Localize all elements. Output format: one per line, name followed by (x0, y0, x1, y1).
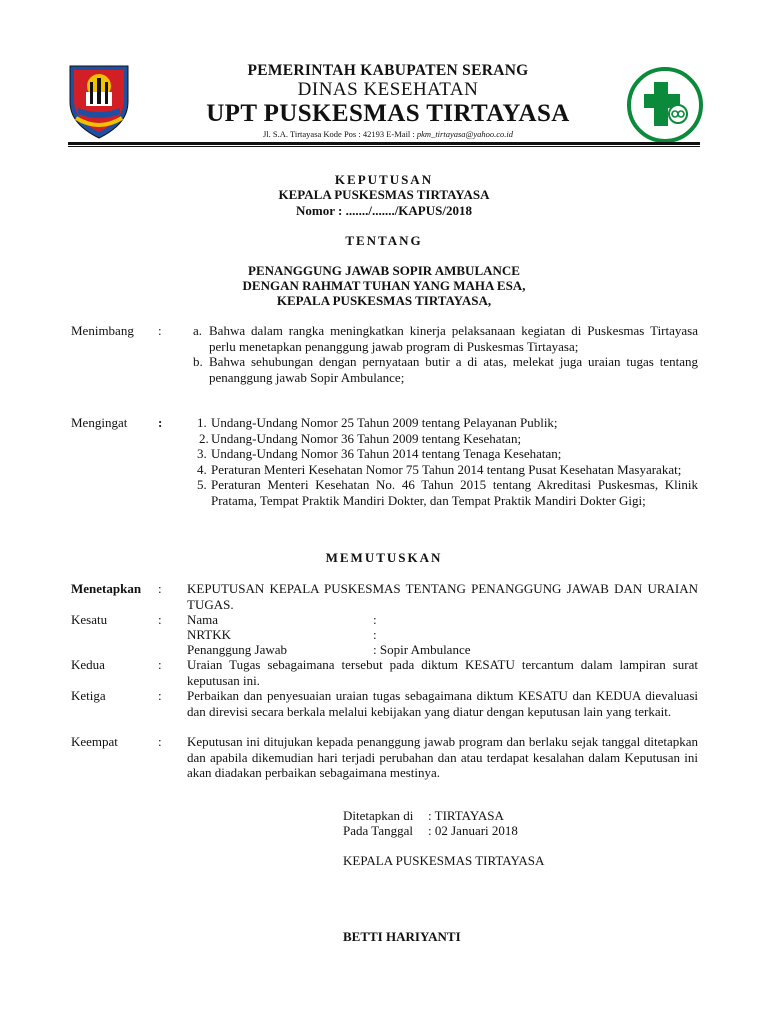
keempat-colon: : (158, 734, 162, 749)
item-text: Undang-Undang Nomor 36 Tahun 2014 tentang Tenaga Kesehatan; (211, 446, 562, 461)
kedua-label: Kedua (71, 657, 105, 672)
decree-issuer: KEPALA PUSKESMAS TIRTAYASA (278, 187, 490, 202)
item-number: 5. (197, 477, 207, 492)
kesatu-pj-label: Penanggung Jawab (187, 642, 288, 657)
list-item (180, 446, 698, 462)
letterhead-government: PEMERINTAH KABUPATEN SERANG (247, 62, 529, 79)
menetapkan-text: KEPUTUSAN KEPALA PUSKESMAS TENTANG PENANGGUNG JAWAB DAN URAIAN TUGAS. (187, 581, 698, 612)
letterhead-institution: UPT PUSKESMAS TIRTAYASA (206, 100, 570, 127)
kesatu-nrtkk-colon: : (373, 627, 377, 642)
decree-number: Nomor : ......./......./KAPUS/2018 (296, 203, 472, 218)
list-item (180, 462, 698, 478)
address-text: Jl. S.A. Tirtayasa Kode Pos : 42193 E-Mail : (262, 129, 417, 139)
tanggal-value: : 02 Januari 2018 (428, 823, 518, 838)
item-number: 3. (197, 446, 207, 461)
list-item (193, 323, 698, 354)
letterhead-rule-thin (68, 146, 700, 147)
item-text: Undang-Undang Nomor 36 Tahun 2009 tentang Kesehatan; (211, 430, 522, 446)
mengingat-label: Mengingat (71, 415, 128, 430)
list-item (180, 477, 698, 508)
kesatu-label: Kesatu (71, 612, 108, 627)
menimbang-colon: : (158, 323, 162, 338)
menimbang-label: Menimbang (71, 323, 134, 338)
item-number: 2. (199, 430, 209, 446)
item-number: 1. (197, 415, 207, 430)
ditetapkan-label: Ditetapkan di (343, 808, 414, 823)
keempat-label: Keempat (71, 734, 118, 749)
list-item (180, 431, 698, 447)
mengingat-list (180, 415, 698, 508)
ketiga-label: Ketiga (71, 688, 106, 703)
subject-line-1: PENANGGUNG JAWAB SOPIR AMBULANCE (248, 263, 520, 278)
ditetapkan-value: : TIRTAYASA (428, 808, 504, 823)
item-text: Bahwa dalam rangka meningkatkan kinerja pelaksanaan kegiatan di Puskesmas Tirtayasa perlu menetapkan penanggung jawab program di Puskesmas Tirtayasa; (209, 323, 698, 354)
kesatu-nama-label: Nama (187, 612, 219, 627)
item-number: b. (193, 354, 203, 369)
tentang-heading: TENTANG (345, 233, 423, 248)
kesatu-colon: : (158, 612, 162, 627)
tanggal-label: Pada Tanggal (343, 823, 413, 838)
subject-line-2: DENGAN RAHMAT TUHAN YANG MAHA ESA, (242, 278, 526, 293)
item-number: 4. (197, 461, 207, 477)
keempat-text: Keputusan ini ditujukan kepada penanggung jawab program dan berlaku sejak tanggal ditetapkan dan apabila dikemudian hari terjadi perubahan dan atau terdapat kesalahan dalam Keputusan ini akan diadakan perbaikan sebagaimana mestinya. (187, 734, 698, 780)
list-item (193, 354, 698, 385)
signatory-position: KEPALA PUSKESMAS TIRTAYASA (343, 853, 545, 868)
subject-line-3: KEPALA PUSKESMAS TIRTAYASA, (276, 293, 492, 308)
menimbang-list (193, 323, 698, 385)
kedua-colon: : (158, 657, 162, 672)
signatory-name: BETTI HARIYANTI (343, 929, 461, 944)
letterhead-rule-thick (68, 142, 700, 145)
list-item (180, 415, 698, 431)
item-text: Peraturan Menteri Kesehatan Nomor 75 Tahun 2014 tentang Pusat Kesehatan Masyarakat; (211, 461, 682, 477)
mengingat-colon: : (158, 415, 163, 430)
item-text: Bahwa sehubungan dengan pernyataan butir a di atas, melekat juga uraian tugas tentang penanggung jawab Sopir Ambulance; (209, 354, 698, 385)
menetapkan-colon: : (158, 581, 162, 596)
item-number: a. (193, 323, 203, 338)
letterhead-address (150, 129, 626, 139)
address-email: pkm_tirtayasa@yahoo.co.id (416, 129, 514, 139)
ketiga-text: Perbaikan dan penyesuaian uraian tugas sebagaimana diktum KESATU dan KEDUA dievaluasi dan direvisi secara berkala melalui kebijakan yang diatur dengan keputusan lain yang terkait. (187, 688, 698, 719)
puskesmas-logo (626, 66, 704, 144)
kedua-text: Uraian Tugas sebagaimana tersebut pada diktum KESATU tercantum dalam lampiran surat keputusan ini. (187, 657, 698, 688)
regency-logo (66, 62, 132, 140)
decree-title: KEPUTUSAN (334, 172, 434, 187)
kesatu-nama-colon: : (373, 612, 377, 627)
letterhead-department: DINAS KESEHATAN (297, 79, 479, 100)
item-text: Undang-Undang Nomor 25 Tahun 2009 tentang Pelayanan Publik; (211, 415, 558, 430)
menetapkan-label: Menetapkan (71, 581, 142, 596)
kesatu-pj-value: : Sopir Ambulance (373, 642, 471, 657)
ketiga-colon: : (158, 688, 162, 703)
item-text: Peraturan Menteri Kesehatan No. 46 Tahun 2015 tentang Akreditasi Puskesmas, Klinik Pratama, Tempat Praktik Mandiri Dokter, dan Tempat Praktik Mandiri Dokter Gigi; (211, 477, 698, 508)
kesatu-nrtkk-label: NRTKK (187, 627, 231, 642)
memutuskan-heading: MEMUTUSKAN (325, 550, 443, 565)
